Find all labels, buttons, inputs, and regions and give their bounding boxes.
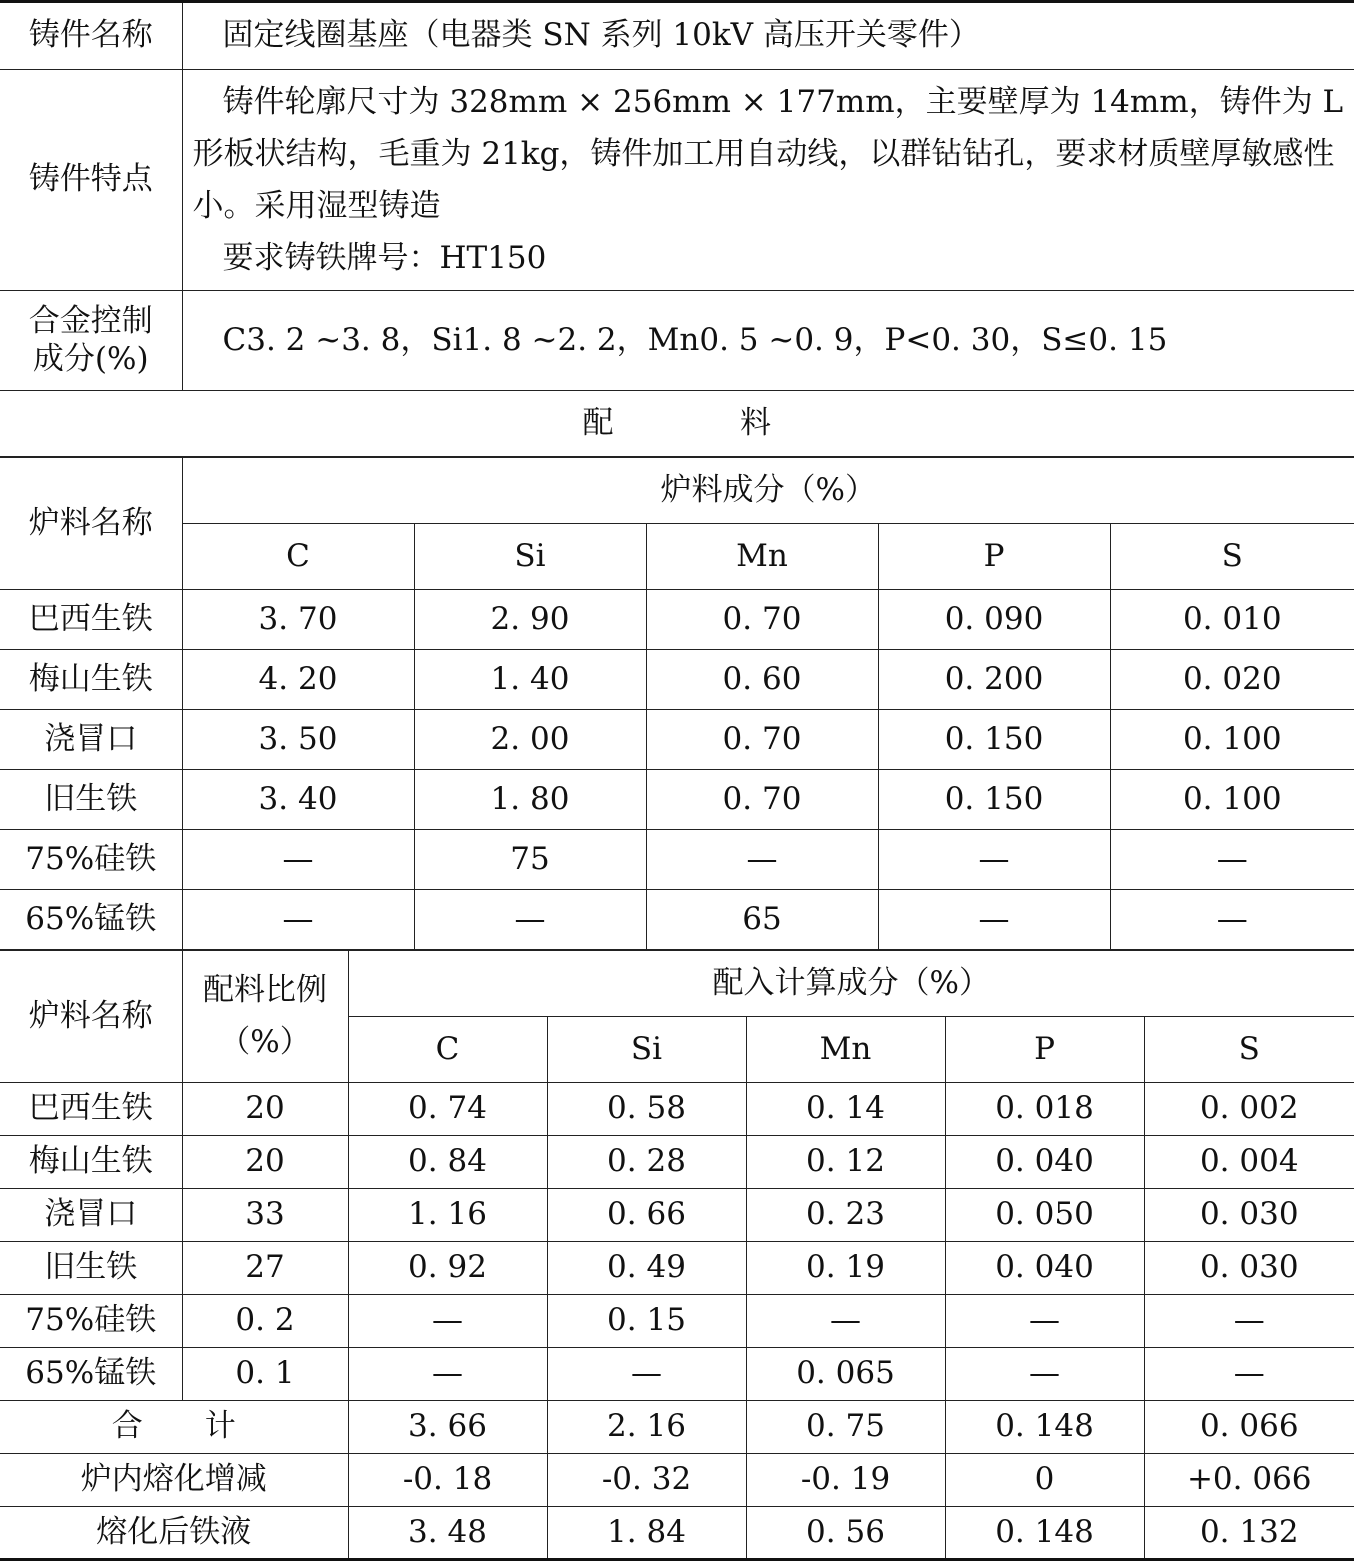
charge-cell: — — [878, 890, 1110, 950]
calc-cell: 0. 050 — [945, 1189, 1144, 1242]
calc-cell: — — [1144, 1348, 1354, 1401]
melt-change-row — [0, 1454, 1354, 1507]
molten-iron-cell: 3. 48 — [348, 1507, 547, 1560]
casting-feature-text: 铸件轮廓尺寸为 328mm × 256mm × 177mm，主要壁厚为 14mm，铸件为 L 形板状结构，毛重为 21kg，铸件加工用自动线，以群钻钻孔，要求材质壁厚敏感性小。采用湿型铸造 — [192, 84, 1344, 224]
charge-row-name: 巴西生铁 — [0, 590, 182, 650]
calc-ratio-header-line2: （%） — [219, 1023, 311, 1060]
calc-cell: 0. 74 — [348, 1083, 547, 1136]
melt-change-cell: +0. 066 — [1144, 1454, 1354, 1507]
casting-grade-text: 要求铸铁牌号：HT150 — [222, 240, 547, 276]
calc-cell: 0. 84 — [348, 1136, 547, 1189]
charge-composition-table — [0, 457, 1354, 950]
charge-cell: 65 — [646, 890, 878, 950]
molten-iron-cell: 0. 56 — [746, 1507, 945, 1560]
table-row — [0, 710, 1354, 770]
charge-cell: — — [414, 890, 646, 950]
calc-cell: 0. 92 — [348, 1242, 547, 1295]
charge-comp-header: 炉料成分（%） — [182, 458, 1354, 524]
calc-element-header: Mn — [746, 1017, 945, 1083]
charge-row-name: 浇冒口 — [0, 710, 182, 770]
calc-cell: 1. 16 — [348, 1189, 547, 1242]
calc-cell: — — [348, 1295, 547, 1348]
calc-cell: 0. 23 — [746, 1189, 945, 1242]
charge-name-header: 炉料名称 — [0, 458, 182, 590]
melt-change-cell: -0. 32 — [547, 1454, 746, 1507]
charge-cell: — — [878, 830, 1110, 890]
calc-cell: 0. 004 — [1144, 1136, 1354, 1189]
calc-cell: 0. 12 — [746, 1136, 945, 1189]
charge-cell: — — [646, 830, 878, 890]
charge-cell: 2. 00 — [414, 710, 646, 770]
total-cell: 0. 75 — [746, 1401, 945, 1454]
calc-element-header: Si — [547, 1017, 746, 1083]
charge-cell: 0. 150 — [878, 770, 1110, 830]
charge-cell: 3. 40 — [182, 770, 414, 830]
casting-info-table — [0, 0, 1354, 457]
charge-cell: 0. 70 — [646, 770, 878, 830]
calc-row-name: 巴西生铁 — [0, 1083, 182, 1136]
calc-name-header: 炉料名称 — [0, 951, 182, 1083]
calc-cell: 0. 002 — [1144, 1083, 1354, 1136]
molten-iron-cell: 1. 84 — [547, 1507, 746, 1560]
table-row — [0, 1189, 1354, 1242]
calc-row-ratio: 0. 1 — [182, 1348, 348, 1401]
charge-cell: 3. 70 — [182, 590, 414, 650]
charge-cell: 0. 010 — [1110, 590, 1354, 650]
alloy-control-label-line1: 合金控制 — [28, 303, 153, 340]
molten-iron-cell: 0. 148 — [945, 1507, 1144, 1560]
calc-row-name: 浇冒口 — [0, 1189, 182, 1242]
molten-iron-row — [0, 1507, 1354, 1560]
casting-name-value: 固定线圈基座（电器类 SN 系列 10kV 高压开关零件） — [182, 2, 1354, 70]
calc-cell: 0. 030 — [1144, 1242, 1354, 1295]
total-row — [0, 1401, 1354, 1454]
calc-row-name: 梅山生铁 — [0, 1136, 182, 1189]
calc-cell: 0. 040 — [945, 1242, 1144, 1295]
calc-cell: 0. 28 — [547, 1136, 746, 1189]
calc-cell: 0. 14 — [746, 1083, 945, 1136]
table-row — [0, 1348, 1354, 1401]
calc-cell: 0. 065 — [746, 1348, 945, 1401]
charge-cell: 0. 60 — [646, 650, 878, 710]
charge-cell: 0. 70 — [646, 590, 878, 650]
charge-row-name: 75%硅铁 — [0, 830, 182, 890]
charge-cell: 2. 90 — [414, 590, 646, 650]
alloy-control-label — [0, 291, 182, 391]
calc-comp-header: 配入计算成分（%） — [348, 951, 1354, 1017]
melt-change-label: 炉内熔化增减 — [0, 1454, 348, 1507]
calc-element-header: C — [348, 1017, 547, 1083]
casting-feature-cell — [182, 70, 1354, 291]
table-row — [0, 830, 1354, 890]
calc-ratio-header-line1: 配料比例 — [203, 972, 327, 1009]
charge-cell: — — [182, 890, 414, 950]
calc-cell: — — [945, 1348, 1144, 1401]
charge-cell: 0. 090 — [878, 590, 1110, 650]
charge-element-header: P — [878, 524, 1110, 590]
calc-cell: 0. 58 — [547, 1083, 746, 1136]
calc-element-header: P — [945, 1017, 1144, 1083]
charge-row-name: 65%锰铁 — [0, 890, 182, 950]
calc-ratio-header — [182, 951, 348, 1083]
melt-change-cell: -0. 18 — [348, 1454, 547, 1507]
charge-element-header: S — [1110, 524, 1354, 590]
charge-cell: — — [1110, 890, 1354, 950]
calc-row-ratio: 20 — [182, 1136, 348, 1189]
calc-cell: — — [746, 1295, 945, 1348]
melt-change-cell: -0. 19 — [746, 1454, 945, 1507]
total-cell: 2. 16 — [547, 1401, 746, 1454]
charge-element-header: Mn — [646, 524, 878, 590]
total-cell: 0. 066 — [1144, 1401, 1354, 1454]
charge-cell: 3. 50 — [182, 710, 414, 770]
calc-element-header: S — [1144, 1017, 1354, 1083]
calc-cell: 0. 040 — [945, 1136, 1144, 1189]
table-row — [0, 1295, 1354, 1348]
charge-element-header: Si — [414, 524, 646, 590]
calc-row-ratio: 20 — [182, 1083, 348, 1136]
casting-name-label: 铸件名称 — [0, 2, 182, 70]
molten-iron-cell: 0. 132 — [1144, 1507, 1354, 1560]
charge-cell: — — [182, 830, 414, 890]
casting-feature-label: 铸件特点 — [0, 70, 182, 291]
table-row — [0, 890, 1354, 950]
calc-row-name: 旧生铁 — [0, 1242, 182, 1295]
total-cell: 3. 66 — [348, 1401, 547, 1454]
alloy-control-value: C3. 2 ~3. 8，Si1. 8 ~2. 2，Mn0. 5 ~0. 9，P<0. 30，S≤0. 15 — [182, 291, 1354, 391]
table-row — [0, 1136, 1354, 1189]
calc-cell: 0. 018 — [945, 1083, 1144, 1136]
charge-cell: 0. 150 — [878, 710, 1110, 770]
charge-row-name: 梅山生铁 — [0, 650, 182, 710]
calc-row-ratio: 33 — [182, 1189, 348, 1242]
calc-cell: — — [547, 1348, 746, 1401]
charge-cell: — — [1110, 830, 1354, 890]
charge-cell: 0. 70 — [646, 710, 878, 770]
table-row — [0, 590, 1354, 650]
total-label: 合 计 — [0, 1401, 348, 1454]
charge-row-name: 旧生铁 — [0, 770, 182, 830]
melt-change-cell: 0 — [945, 1454, 1144, 1507]
calc-cell: 0. 030 — [1144, 1189, 1354, 1242]
charge-cell: 1. 40 — [414, 650, 646, 710]
charge-cell: 1. 80 — [414, 770, 646, 830]
charge-cell: 0. 100 — [1110, 710, 1354, 770]
charge-cell: 0. 200 — [878, 650, 1110, 710]
charge-cell: 0. 020 — [1110, 650, 1354, 710]
charge-element-header: C — [182, 524, 414, 590]
calc-row-ratio: 27 — [182, 1242, 348, 1295]
charge-cell: 0. 100 — [1110, 770, 1354, 830]
calc-cell: 0. 66 — [547, 1189, 746, 1242]
charge-cell: 75 — [414, 830, 646, 890]
table-row — [0, 1242, 1354, 1295]
calc-cell: 0. 19 — [746, 1242, 945, 1295]
table-row — [0, 770, 1354, 830]
table-row — [0, 650, 1354, 710]
calc-composition-table — [0, 950, 1354, 1561]
calc-cell: — — [348, 1348, 547, 1401]
molten-iron-label: 熔化后铁液 — [0, 1507, 348, 1560]
calc-cell: — — [945, 1295, 1144, 1348]
batching-title: 配 料 — [0, 391, 1354, 457]
calc-cell: — — [1144, 1295, 1354, 1348]
charge-cell: 4. 20 — [182, 650, 414, 710]
calc-row-name: 75%硅铁 — [0, 1295, 182, 1348]
calc-row-name: 65%锰铁 — [0, 1348, 182, 1401]
calc-row-ratio: 0. 2 — [182, 1295, 348, 1348]
calc-cell: 0. 15 — [547, 1295, 746, 1348]
total-cell: 0. 148 — [945, 1401, 1144, 1454]
calc-cell: 0. 49 — [547, 1242, 746, 1295]
table-row — [0, 1083, 1354, 1136]
alloy-control-label-line2: 成分(%) — [32, 340, 149, 377]
